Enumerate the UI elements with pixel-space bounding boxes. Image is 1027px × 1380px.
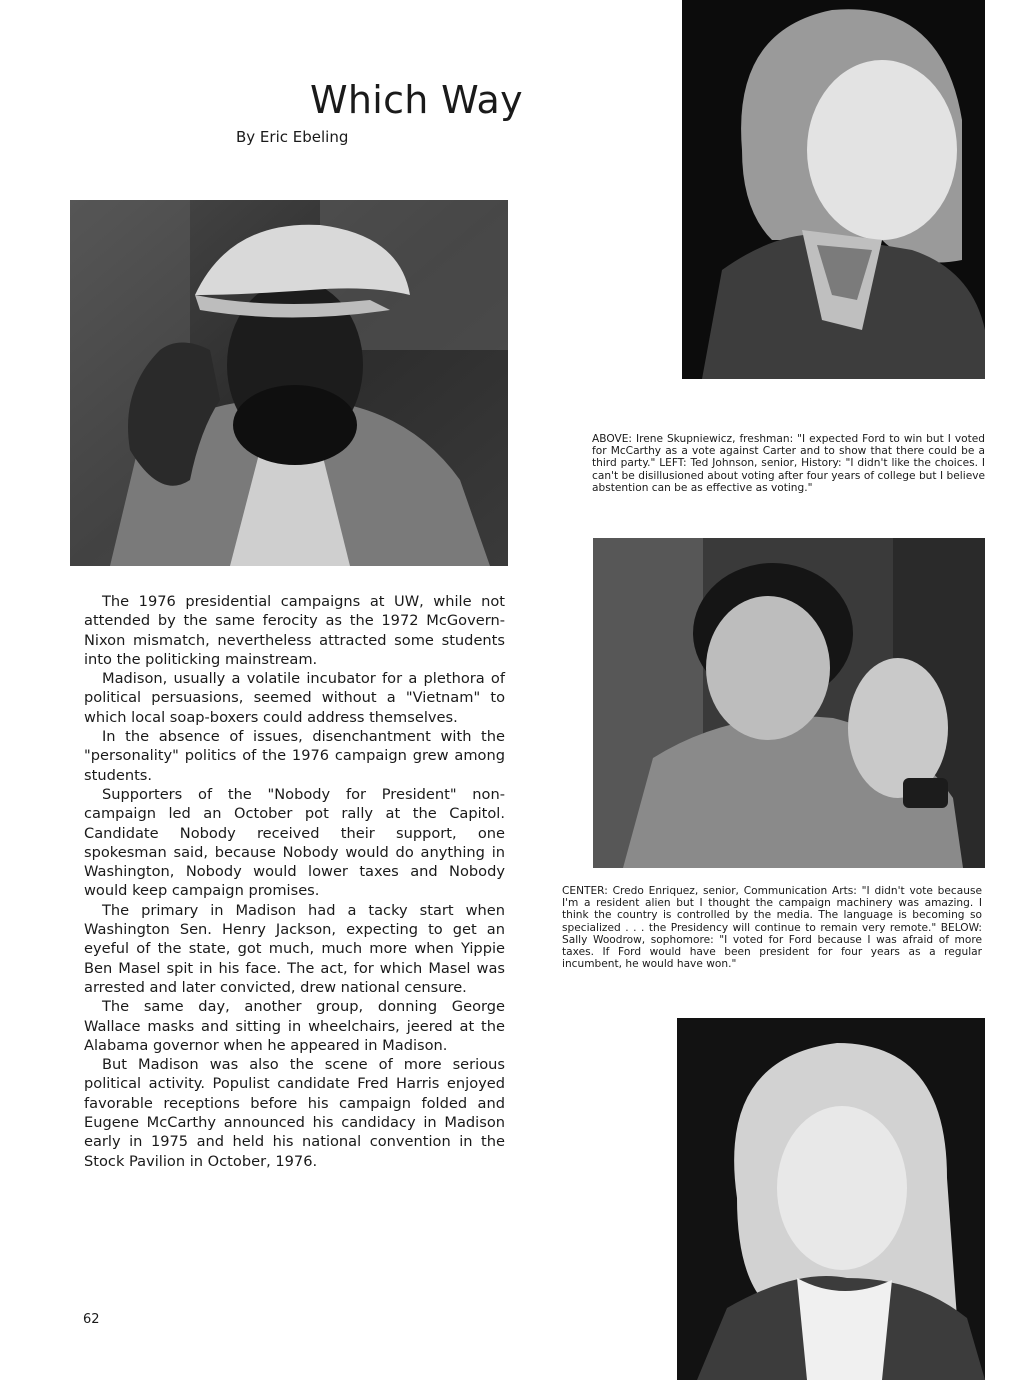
article-paragraph: The 1976 presidential campaigns at UW, while not attended by the same ferocity as the 1972 McGovern-Nixon mismatch, nevertheless attracted some students into the politicking mainstream.: [84, 593, 505, 668]
photo-sally-woodrow: [677, 1018, 985, 1380]
article-paragraph: The same day, another group, donning George Wallace masks and sitting in wheelchairs, jeered at the Alabama governor when he appeared in Madison.: [84, 998, 505, 1054]
photo-credo-enriquez: [593, 538, 985, 868]
article-title: Which Way: [310, 78, 523, 122]
byline: By Eric Ebeling: [236, 128, 349, 146]
caption-center-below: CENTER: Credo Enriquez, senior, Communication Arts: "I didn't vote because I'm a resident alien but I thought the campaign machinery was amazing. I think the country is controlled by the media. The language is becoming so specialized . . . the Presidency will continue to remain very remote." BELOW: Sally Woodrow, sophomore: "I voted for Ford because I was afraid of more taxes. If Ford would have been president for four years as a regular incumbent, he would have won.": [562, 885, 982, 971]
caption-above-left: ABOVE: Irene Skupniewicz, freshman: "I expected Ford to win but I voted for McCarthy as a vote against Carter and to show that there could be a third party." LEFT: Ted Johnson, senior, History: "I didn't like the choices. I can't be disillusioned about voting after four years of college but I believe abstention can be as effective as voting.": [592, 433, 985, 494]
article-paragraph: In the absence of issues, disenchantment with the "personality" politics of the 1976 campaign grew among students.: [84, 728, 505, 784]
article-paragraph: But Madison was also the scene of more serious political activity. Populist candidate Fred Harris enjoyed favorable receptions before his campaign folded and Eugene McCarthy announced his candidacy in Madison early in 1975 and held his national convention in the Stock Pavilion in October, 1976.: [84, 1056, 505, 1170]
photo-ted-johnson: [70, 200, 508, 566]
article-body: [84, 592, 505, 1171]
article-paragraph: Supporters of the "Nobody for President" non-campaign led an October pot rally at the Capitol. Candidate Nobody received their support, one spokesman said, because Nobody would do anything in Washington, Nobody would lower taxes and Nobody would keep campaign promises.: [84, 785, 505, 900]
article-paragraph: The primary in Madison had a tacky start when Washington Sen. Henry Jackson, expecting to get an eyeful of the state, got much, much more when Yippie Ben Masel spit in his face. The act, for which Masel was arrested and later convicted, drew national censure.: [84, 901, 505, 996]
photo-irene-skupniewicz: [682, 0, 985, 379]
article-paragraph: Madison, usually a volatile incubator for a plethora of political persuasions, seemed without a "Vietnam" to which local soap-boxers could address themselves.: [84, 670, 505, 726]
page-number: 62: [83, 1312, 100, 1327]
